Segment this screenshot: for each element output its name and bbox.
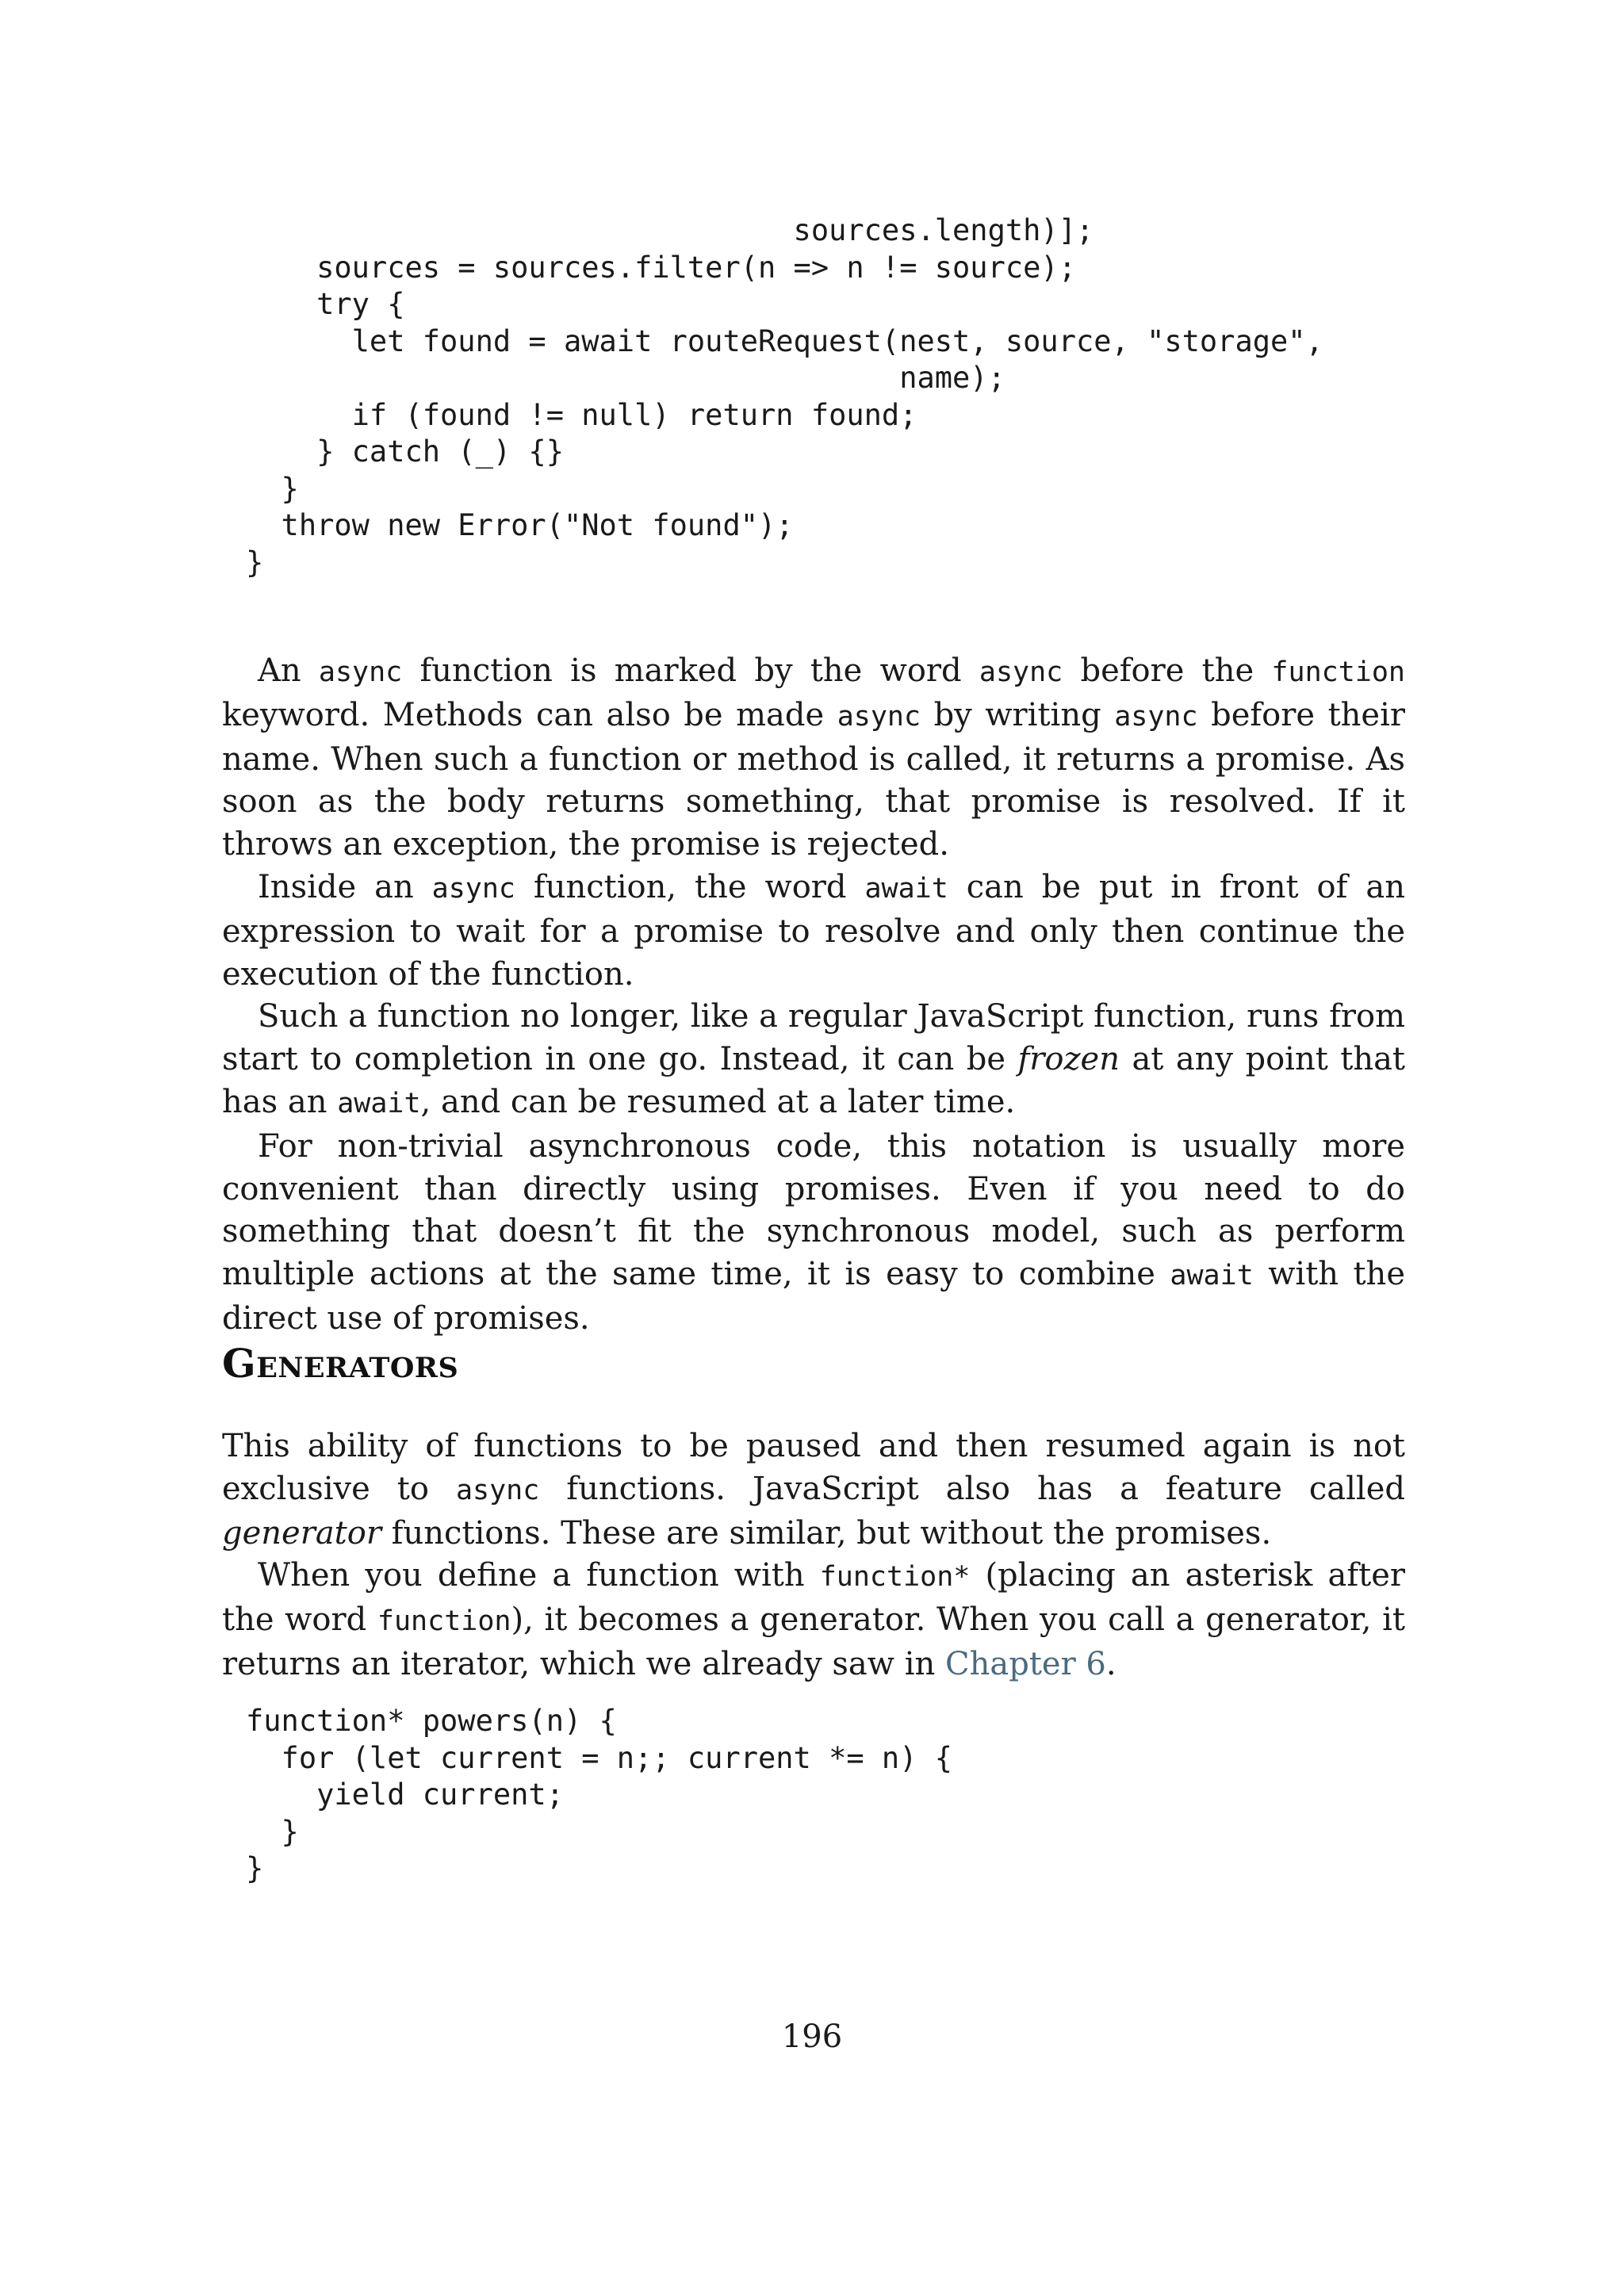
code-line: } bbox=[246, 545, 264, 580]
text-run: When you define a function with bbox=[258, 1557, 820, 1594]
text-run: Inside an bbox=[258, 868, 432, 905]
generators-section-body bbox=[222, 1425, 1405, 1686]
text-run: For non-trivial asynchronous code, this notation is usually more convenient than directly using promises. Even if you need to do something that doesn’t fit the synchronous model, such as perform multiple actions at the same time, it is easy to combine bbox=[222, 1127, 1405, 1293]
text-run: (placing an asterisk after the word bbox=[222, 1557, 1405, 1639]
text-run: before the bbox=[1063, 652, 1272, 689]
text-run: before their name. When such a function or method is called, it returns a promise. As soon as the body returns something, that promise is resolved. If it throws an exception, the promise is rejected. bbox=[222, 696, 1406, 863]
code-line: function* powers(n) { bbox=[246, 1704, 617, 1738]
inline-code: async bbox=[837, 700, 921, 733]
code-line: yield current; bbox=[246, 1777, 564, 1812]
code-line: name); bbox=[246, 361, 1005, 395]
paragraph-generators-intro bbox=[222, 1425, 1405, 1555]
code-line: let found = await routeRequest(nest, source, "storage", bbox=[246, 323, 1323, 358]
inline-code: function bbox=[377, 1605, 511, 1638]
inline-code: function* bbox=[819, 1561, 971, 1594]
code-line: } catch (_) {} bbox=[246, 434, 564, 469]
code-line: try { bbox=[246, 287, 405, 321]
page-number: 196 bbox=[781, 2019, 843, 2055]
code-line: sources.length)]; bbox=[246, 213, 1094, 247]
text-run: by writing bbox=[921, 696, 1115, 733]
inline-code: function bbox=[1271, 656, 1405, 688]
code-line: } bbox=[246, 1851, 264, 1885]
emphasis: generator bbox=[222, 1514, 381, 1552]
text-run: , and can be resumed at a later time. bbox=[420, 1083, 1016, 1120]
code-line: } bbox=[246, 1814, 299, 1849]
text-run: Such a function no longer, like a regular JavaScript function, runs from start to completion in one go. Instead, it can be bbox=[222, 998, 1405, 1078]
async-section-body bbox=[222, 650, 1405, 1341]
inline-code: async bbox=[318, 656, 403, 688]
code-line: throw new Error("Not found"); bbox=[246, 508, 794, 542]
code-block-storage-search bbox=[246, 212, 1323, 581]
paragraph-convenience bbox=[222, 1126, 1405, 1341]
text-run: ), it becomes a generator. When you call a generator, it returns an iterator, which we already saw in bbox=[222, 1601, 1405, 1682]
text-run: can be put in front of an expression to wait for a promise to resolve and only then continue the execution of the function. bbox=[222, 868, 1405, 993]
text-run: function is marked by the word bbox=[402, 652, 979, 689]
code-block-powers-generator bbox=[246, 1703, 952, 1888]
code-line: if (found != null) return found; bbox=[246, 397, 917, 432]
text-run: . bbox=[1105, 1645, 1116, 1682]
inline-code: await bbox=[1170, 1260, 1254, 1292]
code-line: } bbox=[246, 471, 299, 506]
inline-code: await bbox=[337, 1087, 421, 1119]
paragraph-frozen bbox=[222, 996, 1405, 1125]
inline-code: async bbox=[455, 1474, 540, 1506]
inline-code: await bbox=[864, 872, 948, 905]
paragraph-async-definition bbox=[222, 650, 1405, 867]
inline-code: async bbox=[1114, 700, 1198, 733]
text-run: An bbox=[258, 652, 319, 689]
section-heading-generators: Generators bbox=[222, 1340, 459, 1387]
text-run: with the direct use of promises. bbox=[222, 1256, 1405, 1337]
text-run: function, the word bbox=[515, 868, 865, 905]
paragraph-function-star bbox=[222, 1555, 1405, 1686]
inline-code: async bbox=[979, 656, 1063, 688]
paragraph-await bbox=[222, 867, 1405, 996]
text-run: at any point that has an bbox=[222, 1041, 1406, 1120]
text-run: functions. JavaScript also has a feature called bbox=[539, 1470, 1405, 1507]
text-run: functions. These are similar, but without the promises. bbox=[381, 1514, 1272, 1552]
code-line: for (let current = n;; current *= n) { bbox=[246, 1740, 953, 1775]
code-line: sources = sources.filter(n => n != source); bbox=[246, 250, 1076, 285]
text-run: This ability of functions to be paused and then resumed again is not exclusive to bbox=[222, 1428, 1405, 1507]
chapter-6-link[interactable]: Chapter 6 bbox=[945, 1645, 1106, 1682]
emphasis: frozen bbox=[1017, 1041, 1120, 1078]
inline-code: async bbox=[431, 872, 515, 905]
text-run: keyword. Methods can also be made bbox=[222, 696, 837, 733]
